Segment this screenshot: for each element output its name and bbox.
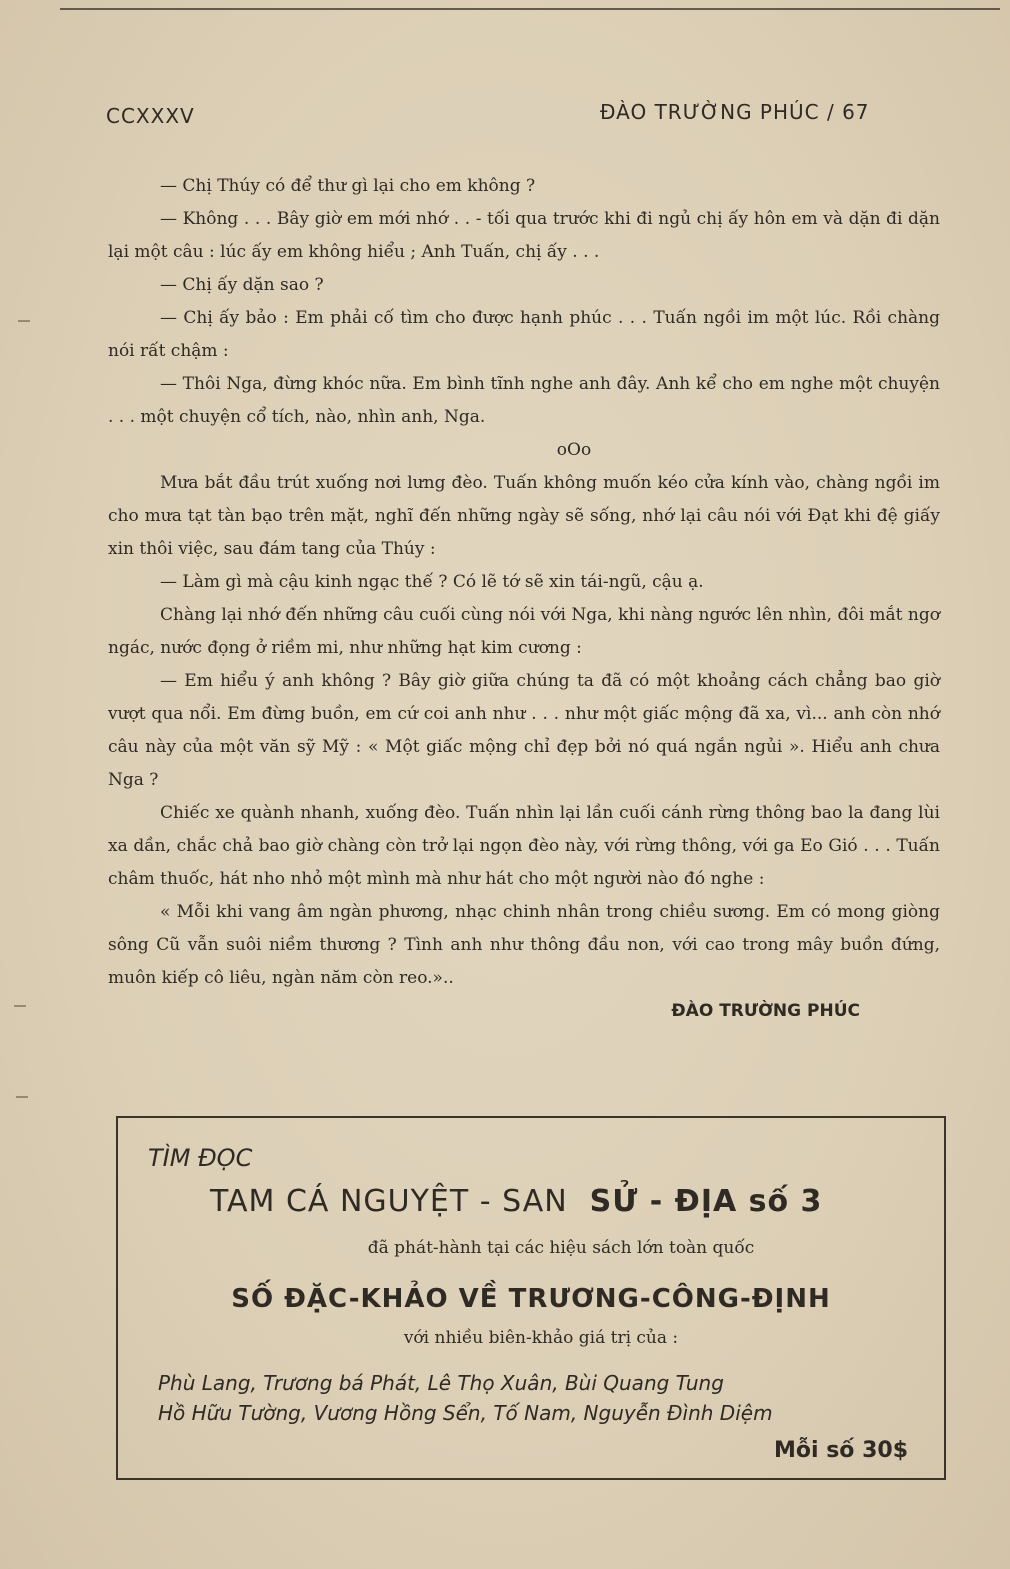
ad-special-issue: SỐ ĐẶC-KHẢO VỀ TRƯƠNG-CÔNG-ĐỊNH [231, 1284, 831, 1314]
margin-mark [14, 1005, 26, 1007]
section-break: oOo [556, 440, 592, 460]
paragraph: — Thôi Nga, đừng khóc nữa. Em bình tĩnh nghe anh đây. Anh kể cho em nghe một chuyện . . . một chuyện cổ tích, nào, nhìn anh, Nga. [108, 374, 940, 427]
margin-mark [18, 320, 30, 322]
paragraph: — Làm gì mà cậu kinh ngạc thế ? Có lẽ tớ sẽ xin tái-ngũ, cậu ạ. [160, 572, 704, 592]
paragraph: Chiếc xe quành nhanh, xuống đèo. Tuấn nhìn lại lần cuối cánh rừng thông bao la đang lùi xa dần, chắc chả bao giờ chàng còn trở lại ngọn đèo này, với rừng thông, với ga Eo Gió . . . Tuấn châm thuốc, hát nho nhỏ một mình mà như hát cho một người nào đó nghe : [108, 803, 940, 889]
paragraph: — Chị Thúy có để thư gì lại cho em không ? [160, 176, 536, 196]
article-body [108, 170, 940, 1028]
margin-mark [16, 1096, 28, 1098]
ad-contributors [158, 1368, 908, 1428]
ad-contributors-line: Hồ Hữu Tường, Vương Hồng Sển, Tố Nam, Nguyễn Đình Diệm [158, 1401, 773, 1425]
paragraph: — Chị ấy dặn sao ? [160, 275, 324, 295]
ad-heading: TÌM ĐỌC [148, 1144, 253, 1172]
issue-number: CCXXXV [106, 104, 195, 128]
running-header: ĐÀO TRƯỜNG PHÚC / 67 [600, 100, 870, 124]
ad-title-main: TAM CÁ NGUYỆT - SAN [210, 1184, 568, 1219]
ad-contributors-line: Phù Lang, Trương bá Phát, Lê Thọ Xuân, Bùi Quang Tung [158, 1371, 724, 1395]
paragraph: — Chị ấy bảo : Em phải cố tìm cho được hạnh phúc . . . Tuấn ngồi im một lúc. Rồi chàng nói rất chậm : [108, 308, 940, 361]
ad-bottom-rule [116, 1478, 946, 1480]
author-signature: ĐÀO TRƯỜNG PHÚC [671, 1001, 860, 1021]
advertisement-box [116, 1116, 946, 1478]
paragraph: — Em hiểu ý anh không ? Bây giờ giữa chúng ta đã có một khoảng cách chẳng bao giờ vượt qua nổi. Em đừng buồn, em cứ coi anh như . . . như một giấc mộng đã xa, vì... anh còn nhớ câu này của một văn sỹ Mỹ : « Một giấc mộng chỉ đẹp bởi nó quá ngắn ngủi ». Hiểu anh chưa Nga ? [108, 671, 940, 790]
ad-price: Mỗi số 30$ [774, 1438, 908, 1463]
ad-contributors-intro: với nhiều biên-khảo giá trị của : [403, 1328, 679, 1348]
ad-title [210, 1184, 822, 1219]
top-rule [60, 8, 1000, 10]
paragraph: Chàng lại nhớ đến những câu cuối cùng nói với Nga, khi nàng ngước lên nhìn, đôi mắt ngơ ngác, nước đọng ở riềm mi, như những hạt kim cương : [108, 605, 940, 658]
paragraph: Mưa bắt đầu trút xuống nơi lưng đèo. Tuấn không muốn kéo cửa kính vào, chàng ngồi im cho mưa tạt tàn bạo trên mặt, nghĩ đến những ngày sẽ sống, nhớ lại câu nói với Đạt khi đệ giấy xin thôi việc, sau đám tang của Thúy : [108, 473, 940, 559]
ad-title-bold: SỬ - ĐỊA số 3 [589, 1184, 823, 1219]
ad-distribution-line: đã phát-hành tại các hiệu sách lớn toàn quốc [367, 1238, 755, 1258]
paragraph: « Mỗi khi vang âm ngàn phương, nhạc chinh nhân trong chiều sương. Em có mong giòng sông Cũ vẫn suôi niềm thương ? Tình anh như thông đầu non, với cao trong mây buồn đứng, muôn kiếp cô liêu, ngàn năm còn reo.».. [108, 902, 940, 988]
paragraph: — Không . . . Bây giờ em mới nhớ . . - tối qua trước khi đi ngủ chị ấy hôn em và dặn đi dặn lại một câu : lúc ấy em không hiểu ; Anh Tuấn, chị ấy . . . [108, 209, 940, 262]
